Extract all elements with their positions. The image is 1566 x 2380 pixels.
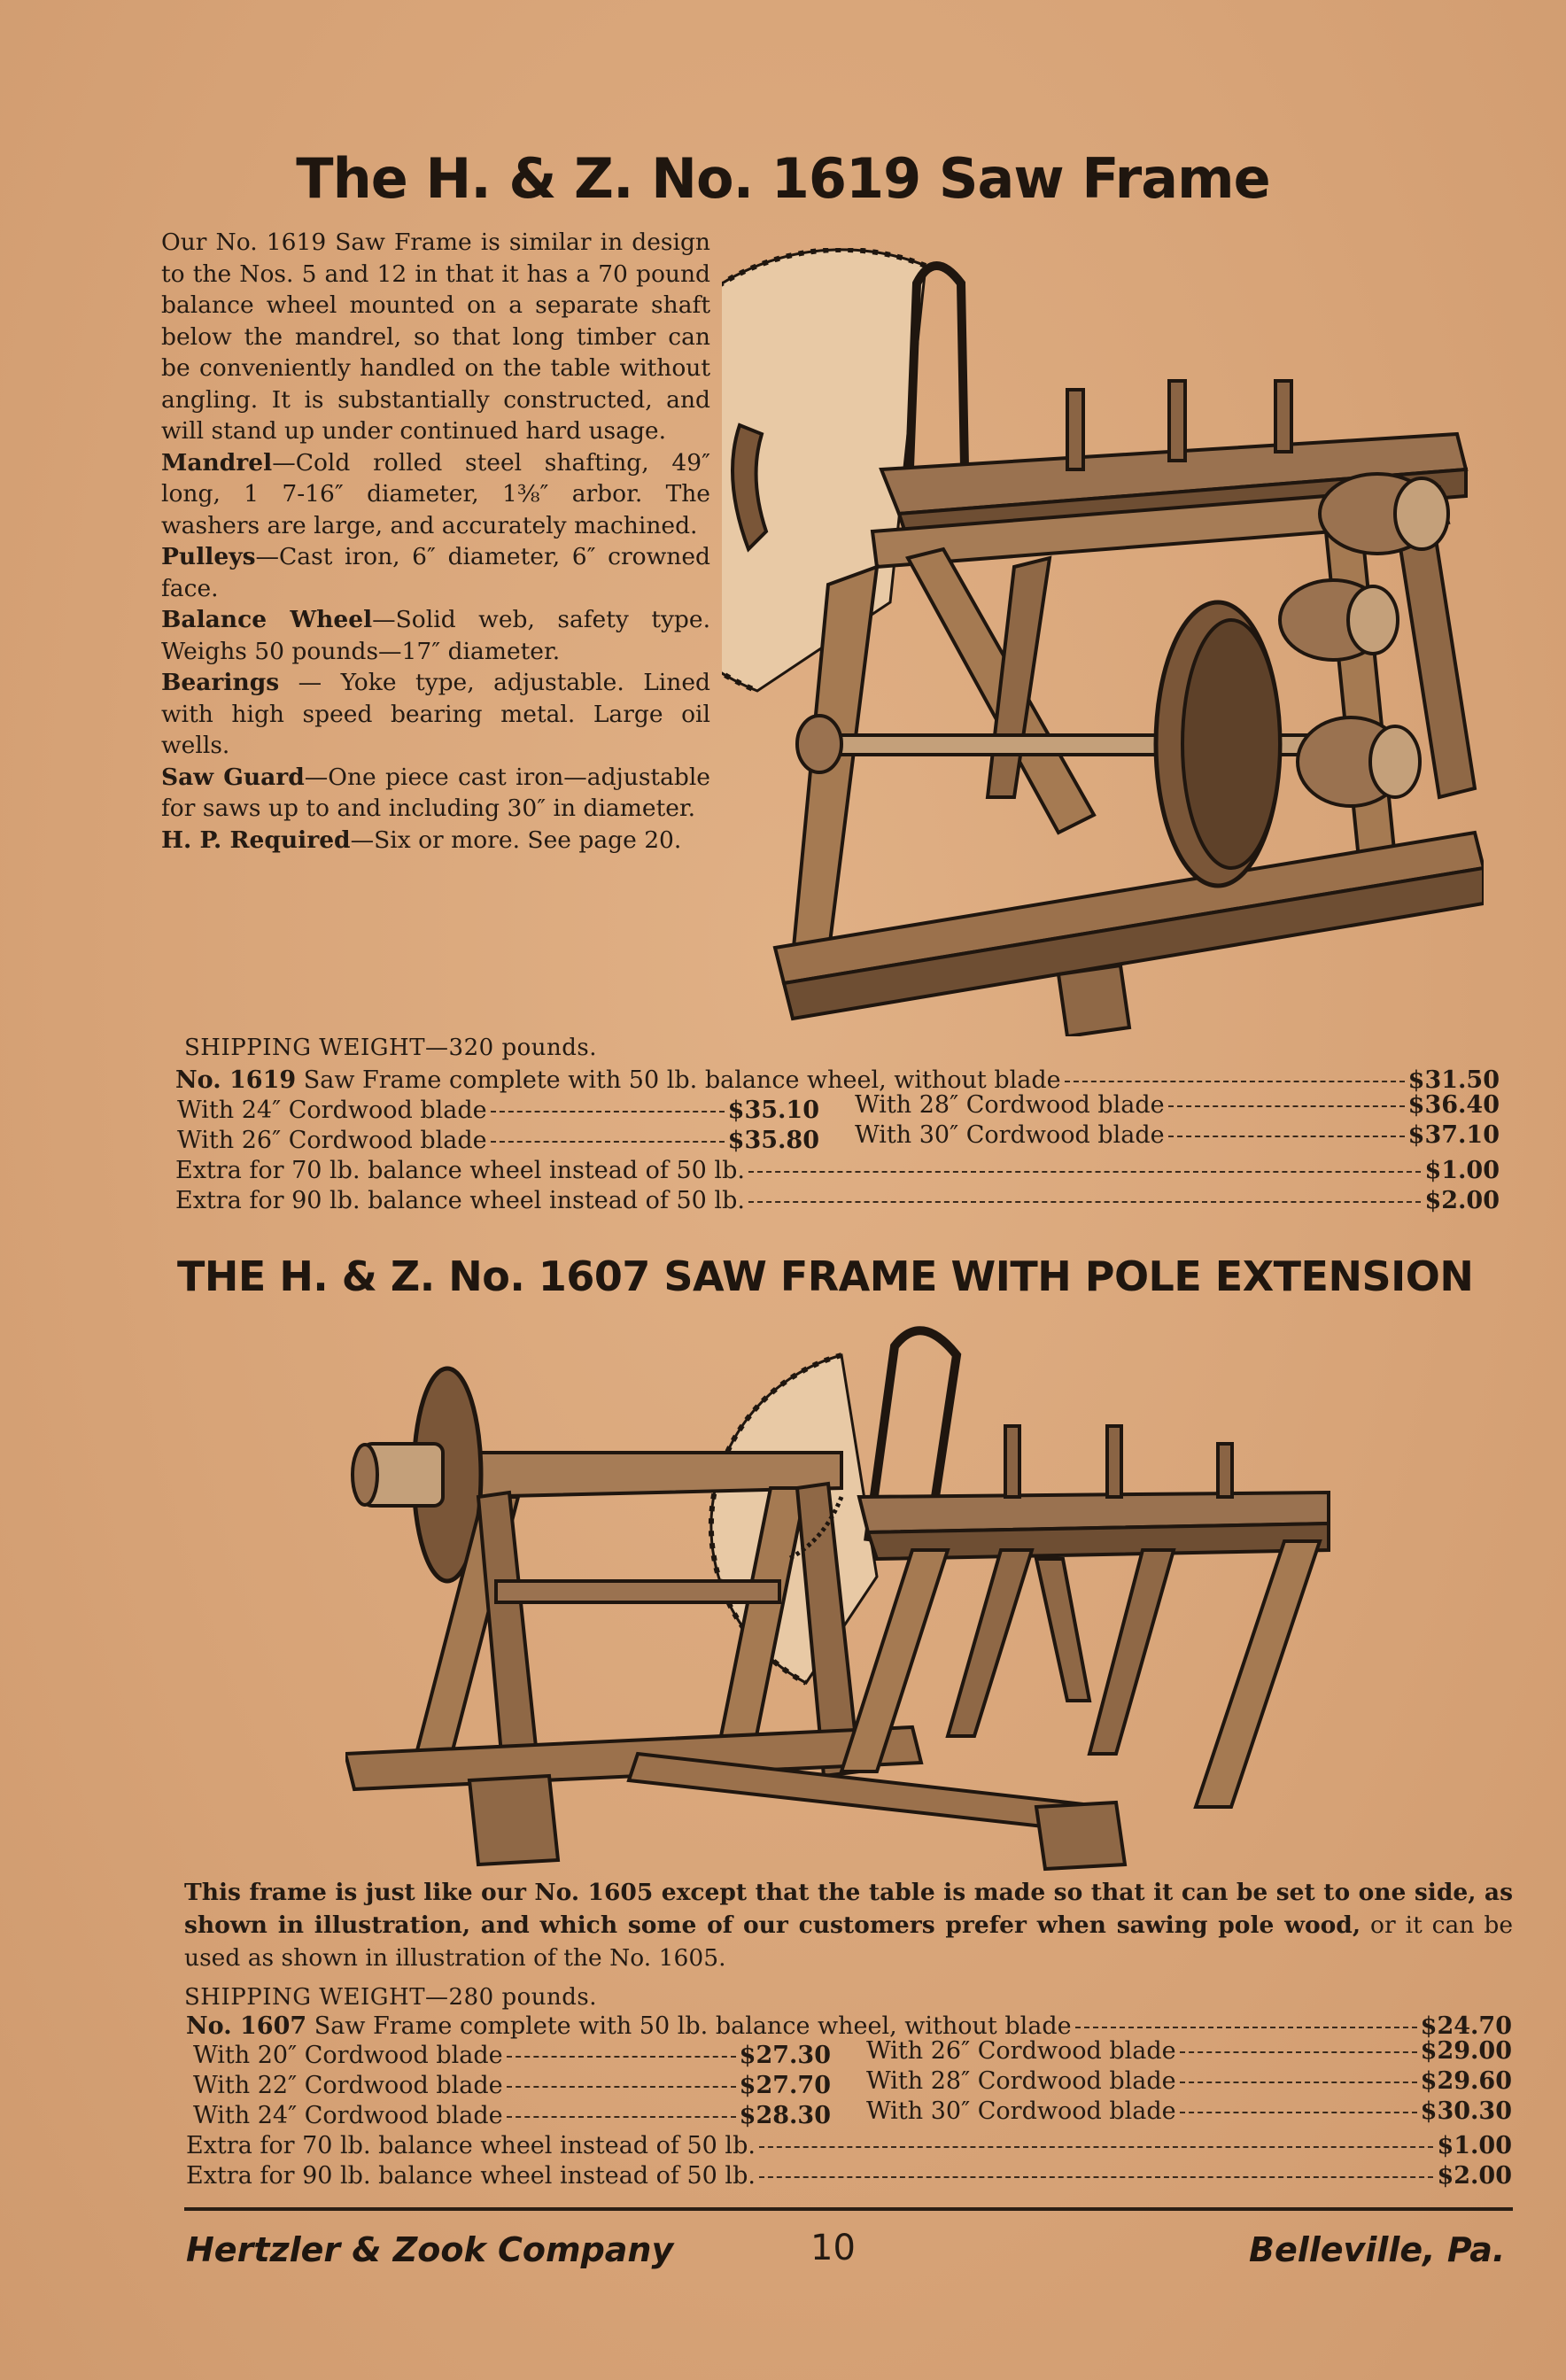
- spec-text: —Six or more. See page 20.: [350, 826, 682, 854]
- price: $29.00: [1420, 2037, 1512, 2065]
- extra-label: Extra for 70 lb. balance wheel instead of 50 lb.: [186, 2132, 756, 2159]
- spec-pulleys: [161, 541, 710, 604]
- section1-intro: Our No. 1619 Saw Frame is similar in design to the Nos. 5 and 12 in that it has a 70 pound balance wheel mounted on a separate shaft below the mandrel, so that long timber can be conveniently handled on the table without angling. It is substantially constructed, and will stand up under continued hard usage.: [161, 229, 710, 445]
- price: $36.40: [1407, 1091, 1500, 1119]
- spec-text: —Cast iron, 6″ diameter, 6″ crowned face.: [161, 543, 710, 602]
- leader-dots: [759, 2176, 1434, 2178]
- model-number: No. 1619: [175, 1066, 297, 1094]
- leader-dots: [491, 1111, 725, 1112]
- price: $29.60: [1420, 2067, 1512, 2095]
- blade-label: With 28″ Cordwood blade: [855, 1091, 1165, 1119]
- spec-text: —One piece cast iron—adjustable for saws up to and including 30″ in diameter.: [161, 763, 710, 822]
- page-number: 10: [810, 2228, 856, 2268]
- extra-label: Extra for 90 lb. balance wheel instead of 50 lb.: [186, 2162, 756, 2190]
- footer-rule: [184, 2207, 1513, 2211]
- footer-company: Hertzler & Zook Company: [186, 2230, 674, 2269]
- extra-label: Extra for 70 lb. balance wheel instead of 50 lb.: [175, 1157, 745, 1184]
- price: $35.80: [727, 1127, 819, 1154]
- price: $30.30: [1420, 2097, 1512, 2125]
- section1-extra-70: [175, 1157, 1500, 1184]
- blade-label: With 22″ Cordwood blade: [193, 2072, 503, 2099]
- section2-title: THE H. & Z. No. 1607 SAW FRAME WITH POLE EXTENSION: [177, 1252, 1474, 1300]
- leader-dots: [1180, 2082, 1417, 2083]
- spec-label: Pulleys: [161, 543, 256, 570]
- section1-blade-row-1-right: [855, 1091, 1500, 1119]
- section1-blade-row-2-right: [855, 1121, 1500, 1149]
- spec-label: Balance Wheel: [161, 606, 373, 633]
- blade-label: With 30″ Cordwood blade: [855, 1121, 1165, 1149]
- spec-label: Saw Guard: [161, 763, 305, 791]
- price-line-desc: Saw Frame complete with 50 lb. balance wheel, without blade: [296, 1066, 1061, 1094]
- section1-shipping: SHIPPING WEIGHT—320 pounds.: [184, 1035, 597, 1061]
- section2-extra-90: [186, 2162, 1512, 2190]
- spec-label: Mandrel: [161, 448, 273, 477]
- blade-label: With 20″ Cordwood blade: [193, 2042, 503, 2069]
- price: $27.30: [739, 2042, 831, 2069]
- leader-dots: [1168, 1105, 1405, 1107]
- price: $37.10: [1407, 1121, 1500, 1149]
- leader-dots: [748, 1201, 1422, 1203]
- section2-blade-row-3-right: [866, 2097, 1512, 2125]
- spec-saw-guard: [161, 762, 710, 825]
- leader-dots: [1180, 2112, 1417, 2113]
- leader-dots: [491, 1141, 725, 1143]
- spec-bearings: [161, 667, 710, 762]
- blade-label: With 28″ Cordwood blade: [866, 2067, 1176, 2095]
- section2-intro-rest: or it can be used as shown in illustration of the No. 1605.: [184, 1911, 1513, 1972]
- section1-blade-row-2-left: [177, 1127, 819, 1154]
- leader-dots: [1180, 2051, 1417, 2053]
- price: $31.50: [1407, 1066, 1500, 1094]
- leader-dots: [1168, 1136, 1405, 1137]
- saw-frame-1619-illustration: [722, 248, 1484, 1036]
- spec-label: H. P. Required: [161, 826, 351, 854]
- price: $35.10: [727, 1097, 819, 1124]
- section1-main-price-line: [175, 1066, 1500, 1094]
- section2-blade-row-2-left: [193, 2072, 831, 2099]
- price: $2.00: [1437, 2162, 1512, 2190]
- section1-title: The H. & Z. No. 1619 Saw Frame: [296, 146, 1270, 211]
- section2-shipping: SHIPPING WEIGHT—280 pounds.: [184, 1984, 597, 2011]
- price-line-text: [175, 1066, 1061, 1094]
- section1-description: [161, 227, 710, 856]
- spec-label: Bearings: [161, 669, 280, 696]
- price: $2.00: [1424, 1187, 1500, 1214]
- section1-blade-row-1-left: [177, 1097, 819, 1124]
- leader-dots: [748, 1171, 1422, 1173]
- extra-label: Extra for 90 lb. balance wheel instead of 50 lb.: [175, 1187, 745, 1214]
- spec-hp-required: [161, 825, 710, 857]
- blade-label: With 30″ Cordwood blade: [866, 2097, 1176, 2125]
- section2-blade-row-1-left: [193, 2042, 831, 2069]
- section2-main-price-line: [186, 2012, 1512, 2040]
- price: $1.00: [1437, 2132, 1512, 2159]
- section2-intro-bold: This frame is just like our No. 1605 except that the table is made so that it can be set to one side, as shown in illustration, and which some of our customers prefer when sawing pole wood,: [184, 1879, 1513, 1939]
- blade-label: With 26″ Cordwood blade: [177, 1127, 487, 1154]
- leader-dots: [1065, 1081, 1405, 1082]
- section1-extra-90: [175, 1187, 1500, 1214]
- price: $27.70: [739, 2072, 831, 2099]
- spec-balance-wheel: [161, 604, 710, 667]
- spec-mandrel: [161, 447, 710, 542]
- leader-dots: [507, 2056, 736, 2058]
- leader-dots: [759, 2146, 1434, 2148]
- blade-label: With 26″ Cordwood blade: [866, 2037, 1176, 2065]
- section2-blade-row-1-right: [866, 2037, 1512, 2065]
- price: $1.00: [1424, 1157, 1500, 1184]
- model-number: No. 1607: [186, 2012, 307, 2040]
- leader-dots: [507, 2116, 736, 2118]
- price: $24.70: [1420, 2012, 1512, 2040]
- section2-extra-70: [186, 2132, 1512, 2159]
- blade-label: With 24″ Cordwood blade: [193, 2102, 503, 2129]
- section2-description: [184, 1876, 1513, 1974]
- leader-dots: [1075, 2027, 1417, 2028]
- spec-text: —Cold rolled steel shafting, 49″ long, 1 7-16″ diameter, 1⅜″ arbor. The washers are large, and accurately machined.: [161, 448, 710, 539]
- price: $28.30: [739, 2102, 831, 2129]
- section2-blade-row-2-right: [866, 2067, 1512, 2095]
- spec-text: — Yoke type, adjustable. Lined with high speed bearing metal. Large oil wells.: [161, 669, 710, 759]
- section2-blade-row-3-left: [193, 2102, 831, 2129]
- spec-text: —Solid web, safety type. Weighs 50 pounds—17″ diameter.: [161, 606, 711, 665]
- saw-frame-1607-illustration: [345, 1311, 1346, 1878]
- footer-location: Belleville, Pa.: [1249, 2230, 1506, 2269]
- leader-dots: [507, 2086, 736, 2088]
- price-line-desc: Saw Frame complete with 50 lb. balance wheel, without blade: [306, 2012, 1072, 2040]
- blade-label: With 24″ Cordwood blade: [177, 1097, 487, 1124]
- price-line-text: [186, 2012, 1072, 2040]
